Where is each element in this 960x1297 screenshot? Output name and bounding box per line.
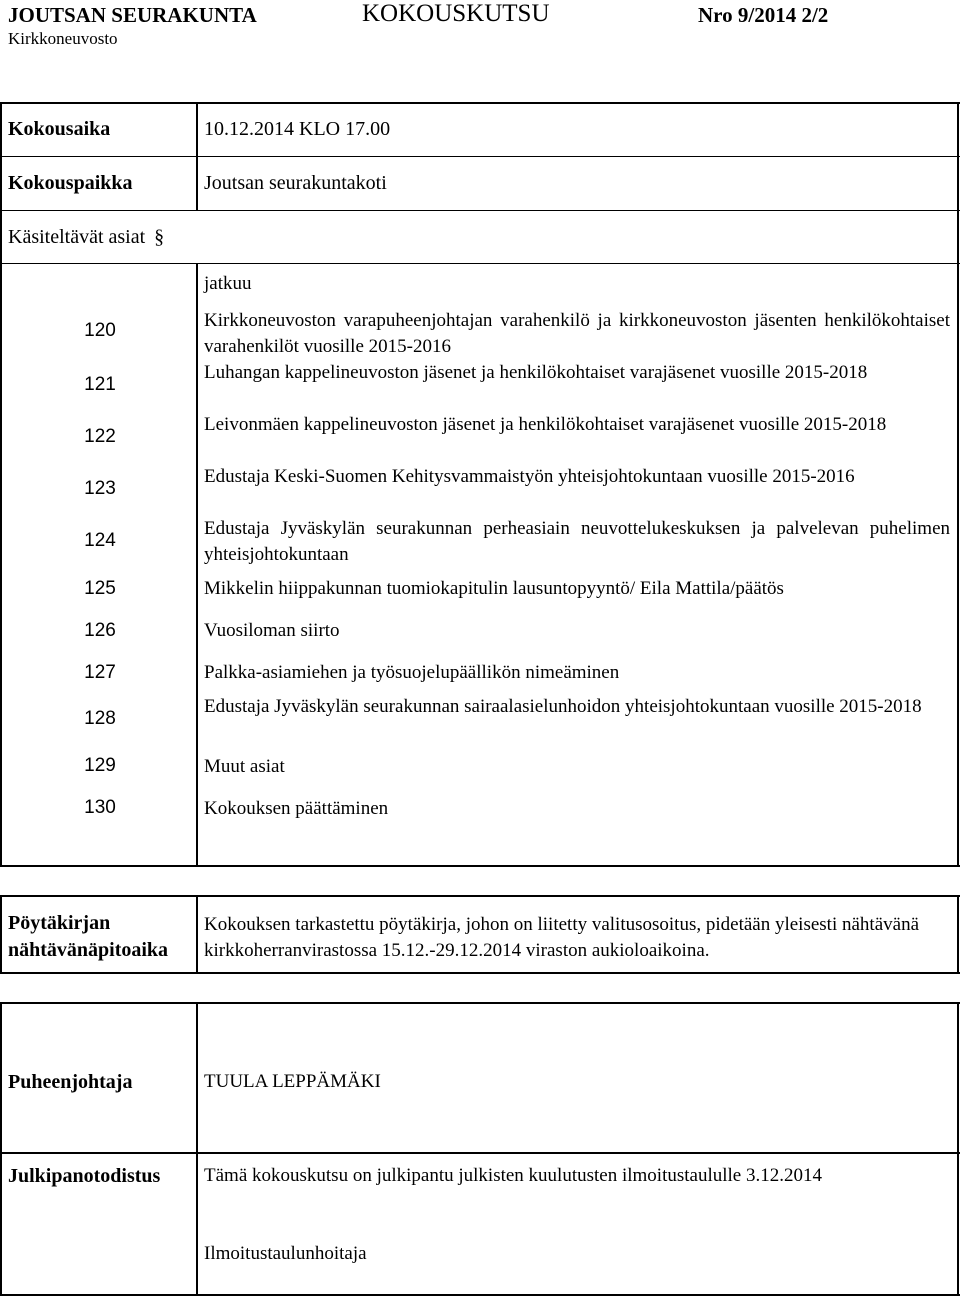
meeting-place-value: Joutsan seurakuntakoti [204,172,387,194]
agenda-item: Mikkelin hiippakunnan tuomiokapitulin lausuntopyyntö/ Eila Mattila/päätös [204,578,784,599]
publication-signer: Ilmoitustaulunhoitaja [204,1243,367,1264]
agenda-number: 126 [84,620,116,641]
agenda-number: 128 [84,708,116,729]
agenda-item: Palkka-asiamiehen ja työsuojelupäällikön nimeäminen [204,662,620,683]
agenda-item: Leivonmäen kappelineuvoston jäsenet ja henkilökohtaiset varajäsenet vuosille 2015-2018 [204,414,887,435]
body-name: Kirkkoneuvosto [8,29,118,48]
agenda-item: Kirkkoneuvoston varapuheenjohtajan varahenkilö ja kirkkoneuvoston jäsenten henkilökohtaiset varahenkilöt vuosille 2015-2016 [204,310,950,357]
chair-name: TUULA LEPPÄMÄKI [204,1071,381,1092]
publication-label: Julkipanotodistus [8,1165,161,1187]
agenda-number: 121 [84,374,116,395]
minutes-label-line2: nähtävänäpitoaika [8,939,169,961]
agenda-item: Kokouksen päättäminen [204,798,389,819]
agenda-item: Edustaja Jyväskylän seurakunnan sairaalasielunhoidon yhteisjohtokuntaan vuosille 2015-2018 [204,696,922,717]
organization-name: JOUTSAN SEURAKUNTA [8,3,257,27]
agenda-item: Edustaja Jyväskylän seurakunnan perheasiain neuvottelukeskuksen ja palvelevan puhelimen yhteisjohtokuntaan [204,518,950,565]
document-number: Nro 9/2014 2/2 [698,3,829,27]
agenda-label: Käsiteltävät asiat [8,226,146,248]
minutes-text: Kokouksen tarkastettu pöytäkirja, johon on liitetty valitusosoitus, pidetään yleisesti nähtävänä kirkkoherranvirastossa 15.12.-29.12.2014 viraston aukioloaikoina. [204,914,919,961]
agenda-number: 123 [84,478,116,499]
agenda-item: Luhangan kappelineuvoston jäsenet ja henkilökohtaiset varajäsenet vuosille 2015-2018 [204,362,868,383]
meeting-time-value: 10.12.2014 KLO 17.00 [204,118,391,140]
agenda-heading [8,226,164,249]
chair-label: Puheenjohtaja [8,1071,133,1093]
agenda-number: 127 [84,662,116,683]
minutes-label-line1: Pöytäkirjan [8,912,111,934]
agenda-item: Edustaja Keski-Suomen Kehitysvammaistyön yhteisjohtokuntaan vuosille 2015-2016 [204,466,855,487]
agenda-number: 120 [84,320,116,341]
agenda-number: 124 [84,530,116,551]
publication-text: Tämä kokouskutsu on julkipantu julkisten kuulutusten ilmoitustaululle 3.12.2014 [204,1165,822,1186]
agenda-continued: jatkuu [204,273,252,294]
agenda-item: Muut asiat [204,756,285,777]
agenda-number: 125 [84,578,116,599]
meeting-place-label: Kokouspaikka [8,172,133,194]
section-sign-icon: § [154,226,165,248]
meeting-time-label: Kokousaika [8,118,111,140]
agenda-item: Vuosiloman siirto [204,620,340,641]
agenda-number: 122 [84,426,116,447]
agenda-number: 129 [84,755,116,776]
agenda-number: 130 [84,797,116,818]
document-type: KOKOUSKUTSU [362,0,550,27]
